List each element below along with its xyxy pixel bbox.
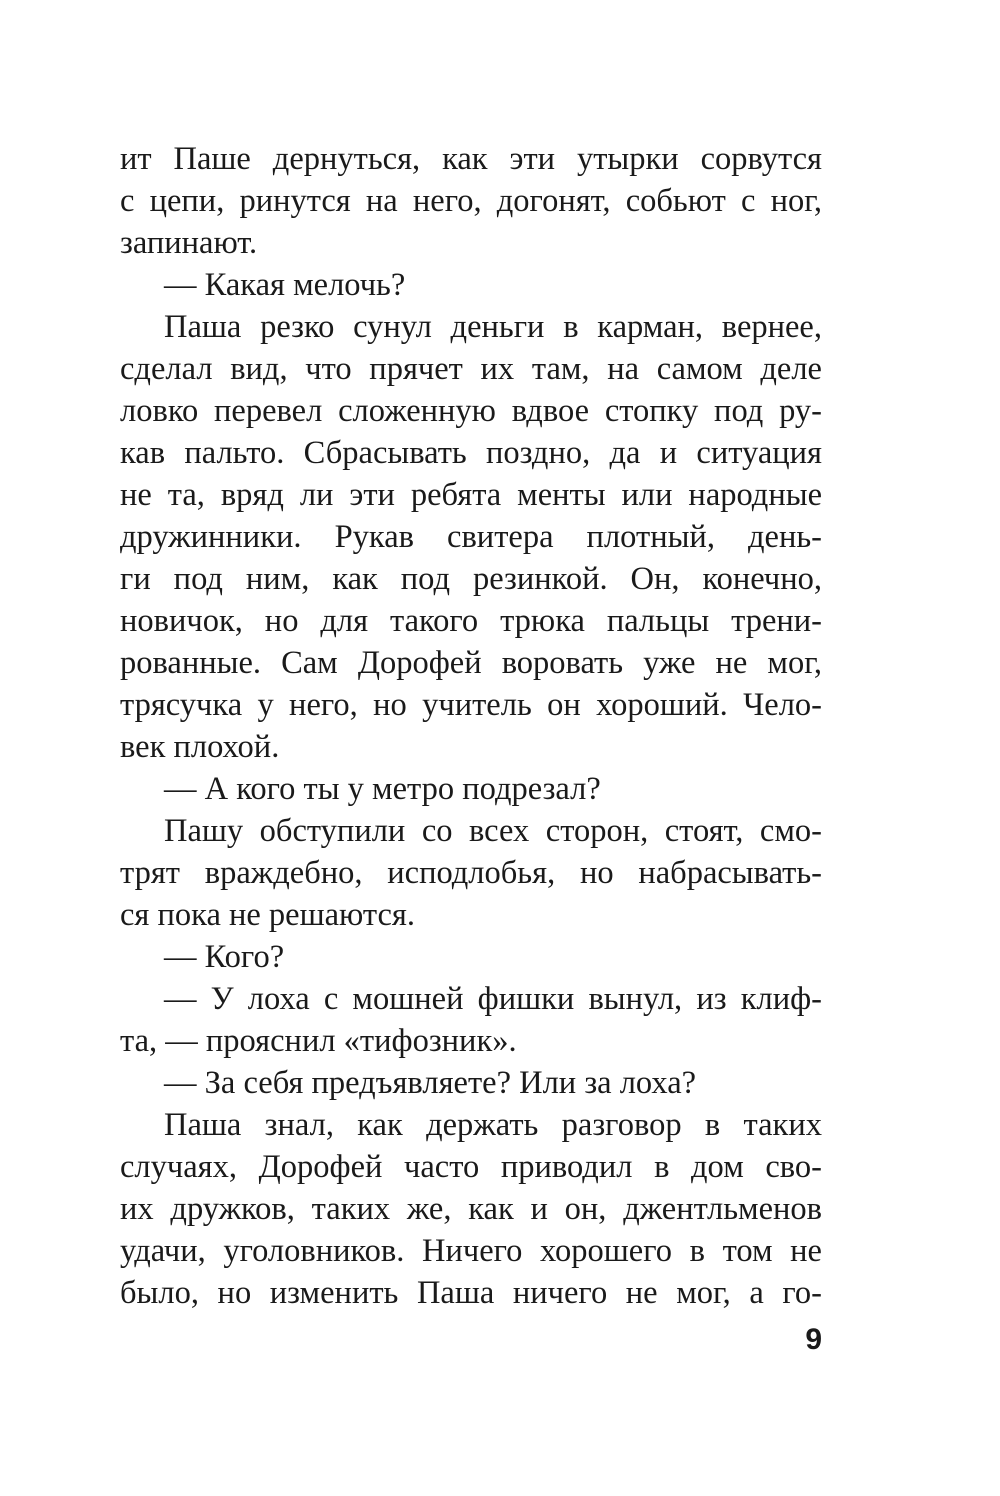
text-line: было, но изменить Паша ничего не мог, а го- xyxy=(120,1275,822,1311)
text-line: та, — прояснил «тифозник». xyxy=(120,1023,517,1059)
page-number: 9 xyxy=(805,1323,822,1356)
text-line: век плохой. xyxy=(120,729,280,765)
paragraph-start-line: Паша знал, как держать разговор в таких xyxy=(164,1107,822,1143)
text-line: удачи, уголовников. Ничего хорошего в том не xyxy=(120,1233,822,1269)
text-line: кав пальто. Сбрасывать поздно, да и ситуация xyxy=(120,435,822,471)
dialogue-line: — Какая мелочь? xyxy=(164,267,406,303)
text-line: рованные. Сам Дорофей воровать уже не мог, xyxy=(120,645,822,681)
text-line: новичок, но для такого трюка пальцы трени- xyxy=(120,603,822,639)
text-line: не та, вряд ли эти ребята менты или народные xyxy=(120,477,822,513)
text-line: с цепи, ринутся на него, догонят, собьют с ног, xyxy=(120,183,822,219)
text-line: трят враждебно, исподлобья, но набрасывать- xyxy=(120,855,822,891)
text-line: их дружков, таких же, как и он, джентльменов xyxy=(120,1191,822,1227)
text-line: ловко перевел сложенную вдвое стопку под ру- xyxy=(120,393,822,429)
paragraph-start-line: Паша резко сунул деньги в карман, вернее, xyxy=(164,309,822,345)
text-line: дружинники. Рукав свитера плотный, день- xyxy=(120,519,822,555)
text-line: ся пока не решаются. xyxy=(120,897,416,933)
text-line: ит Паше дернуться, как эти утырки сорвутся xyxy=(120,141,822,177)
paragraph-start-line: Пашу обступили со всех сторон, стоят, смо- xyxy=(164,813,822,849)
dialogue-line: — Кого? xyxy=(164,939,285,975)
text-line: сделал вид, что прячет их там, на самом деле xyxy=(120,351,822,387)
dialogue-line: — А кого ты у метро подрезал? xyxy=(164,771,601,807)
text-line: ги под ним, как под резинкой. Он, конечно, xyxy=(120,561,822,597)
text-line: запинают. xyxy=(120,225,258,261)
text-line: случаях, Дорофей часто приводил в дом сво- xyxy=(120,1149,822,1185)
page-body xyxy=(120,138,822,1314)
text-line: трясучка у него, но учитель он хороший. Чело- xyxy=(120,687,822,723)
dialogue-line: — У лоха с мошней фишки вынул, из клиф- xyxy=(164,981,822,1017)
dialogue-line: — За себя предъявляете? Или за лоха? xyxy=(164,1065,697,1101)
